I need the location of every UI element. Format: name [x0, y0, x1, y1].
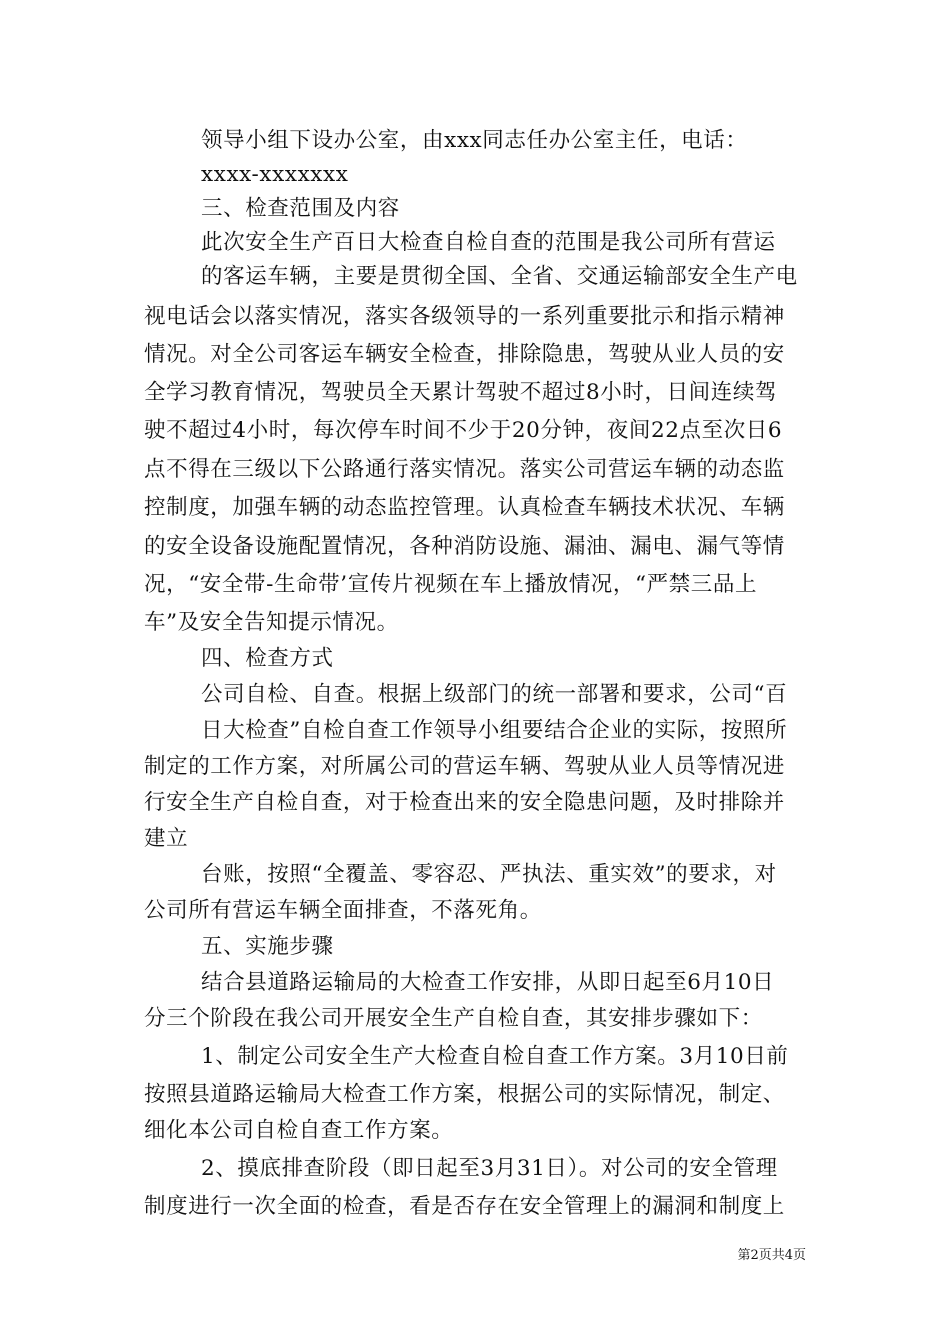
text-line: 情况。对全公司客运车辆安全检查，排除隐患，驾驶从业人员的安: [144, 342, 785, 367]
text-line: 的安全设备设施配置情况，各种消防设施、漏油、漏电、漏气等情: [144, 534, 785, 559]
section-heading: 五、实施步骤: [201, 934, 334, 959]
text-line: 2、摸底排查阶段（即日起至3月31日）。对公司的安全管理: [201, 1156, 778, 1181]
text-line: 公司所有营运车辆全面排查，不落死角。: [144, 898, 542, 923]
section-heading: 四、检查方式: [201, 646, 334, 671]
text-line: 全学习教育情况，驾驶员全天累计驾驶不超过8小时，日间连续驾: [144, 380, 778, 405]
text-line: 建立: [144, 826, 189, 851]
text-line: 领导小组下设办公室，由xxx同志任办公室主任，电话：: [201, 128, 748, 153]
text-line: 控制度，加强车辆的动态监控管理。认真检查车辆技术状况、车辆: [144, 495, 785, 520]
text-line: 分三个阶段在我公司开展安全生产自检自查，其安排步骤如下：: [144, 1006, 763, 1031]
text-line: 公司自检、自查。根据上级部门的统一部署和要求，公司“百: [201, 682, 788, 707]
text-line: 驶不超过4小时，每次停车时间不少于20分钟，夜间22点至次日6: [144, 418, 783, 443]
text-line: 制定的工作方案，对所属公司的营运车辆、驾驶从业人员等情况进: [144, 754, 785, 779]
text-line: 的客运车辆，主要是贯彻全国、全省、交通运输部安全生产电: [201, 264, 798, 289]
text-line: 点不得在三级以下公路通行落实情况。落实公司营运车辆的动态监: [144, 457, 785, 482]
text-line: xxxx-xxxxxxx: [201, 162, 349, 187]
text-line: 细化本公司自检自查工作方案。: [144, 1118, 454, 1143]
text-line: 视电话会以落实情况，落实各级领导的一系列重要批示和指示精神: [144, 304, 785, 329]
section-heading: 三、检查范围及内容: [201, 196, 400, 221]
text-line: 况，“安全带-生命带’宣传片视频在车上播放情况，“严禁三品上: [144, 572, 758, 597]
text-line: 日大检查”自检自查工作领导小组要结合企业的实际，按照所: [201, 718, 788, 743]
text-line: 制度进行一次全面的检查，看是否存在安全管理上的漏洞和制度上: [144, 1194, 785, 1219]
text-line: 按照县道路运输局大检查工作方案，根据公司的实际情况，制定、: [144, 1082, 785, 1107]
text-line: 结合县道路运输局的大检查工作安排，从即日起至6月10日: [201, 970, 775, 995]
text-line: 台账，按照“全覆盖、零容忍、严执法、重实效”的要求，对: [201, 862, 777, 887]
page-number: 第2页共4页: [737, 1248, 806, 1263]
text-line: 行安全生产自检自查，对于检查出来的安全隐患问题，及时排除并: [144, 790, 785, 815]
text-line: 车”及安全告知提示情况。: [144, 610, 399, 635]
text-line: 此次安全生产百日大检查自检自查的范围是我公司所有营运: [201, 230, 776, 255]
text-line: 1、制定公司安全生产大检查自检自查工作方案。3月10日前: [201, 1044, 789, 1069]
